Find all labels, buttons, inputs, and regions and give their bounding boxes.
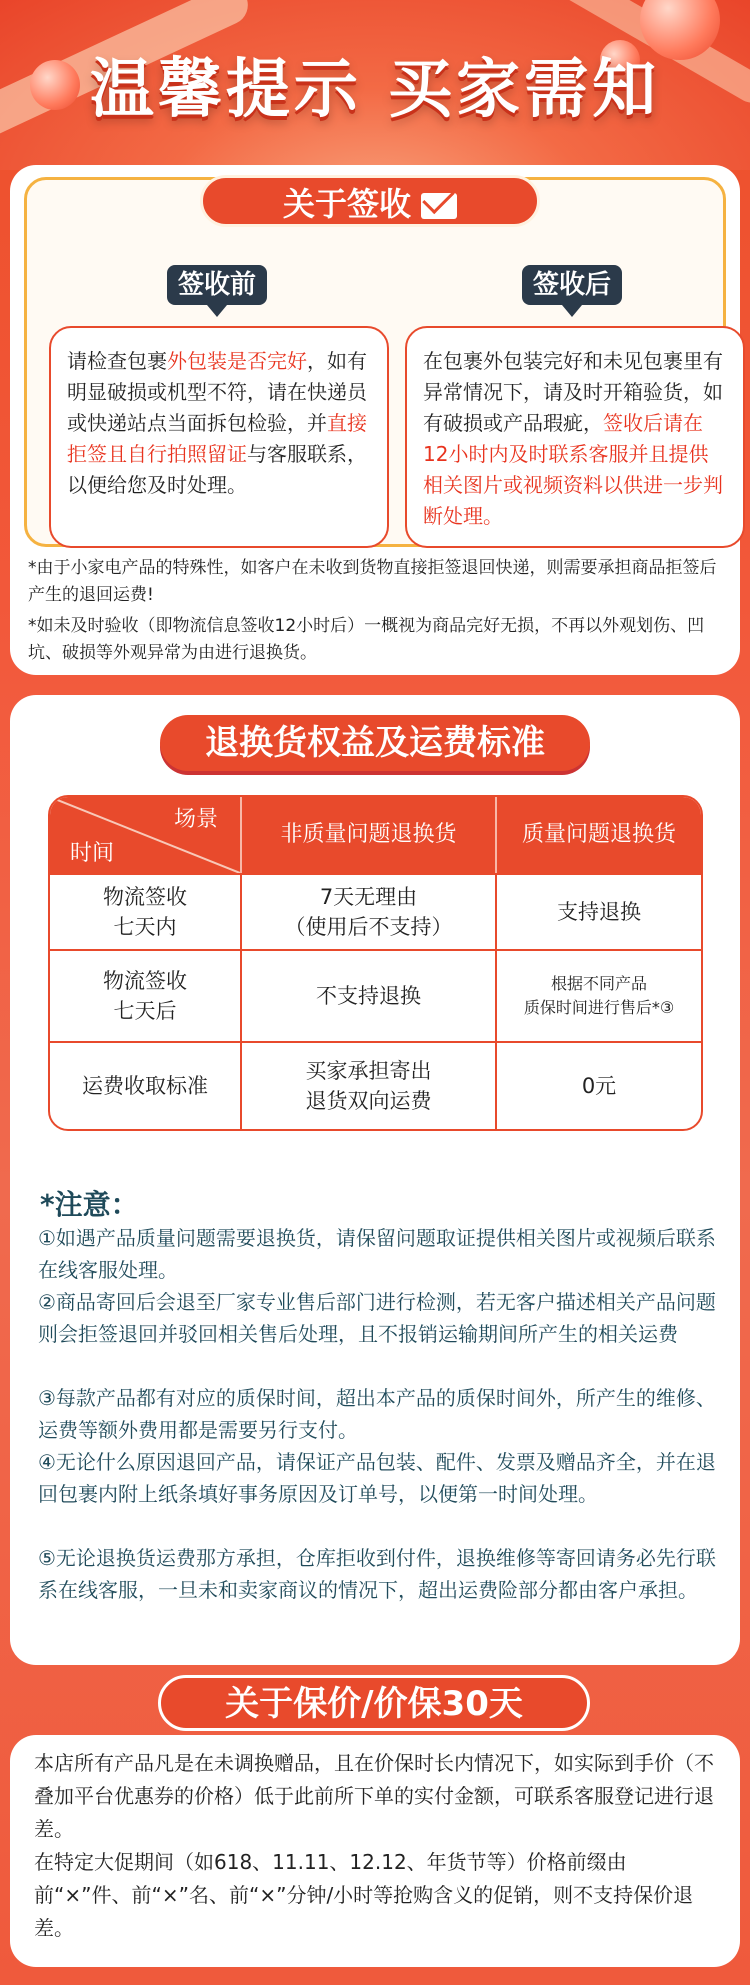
row-non-quality: 不支持退换	[240, 951, 495, 1041]
head-non-quality: 非质量问题退换货	[240, 797, 495, 873]
table-corner-cell	[50, 797, 240, 873]
head-quality: 质量问题退换货	[495, 797, 701, 873]
table-row	[50, 873, 701, 949]
notice-item: ④无论什么原因退回产品，请保证产品包装、配件、发票及赠品齐全，并在退回包裹内附上纸条填好事务原因及订单号，以便第一时间处理。	[38, 1450, 716, 1506]
row-quality: 根据不同产品 质保时间进行售后*③	[495, 951, 701, 1041]
before-text: 与客服联系，以便给您及时处理。	[67, 442, 367, 497]
before-highlight: 外包装是否完好	[167, 349, 307, 373]
banner	[0, 0, 750, 170]
price-section	[10, 1735, 740, 1967]
after-sign-tag: 签收后	[522, 265, 622, 305]
notice-title: *注意：	[40, 1188, 139, 1221]
after-highlight: 签收后请在12小时内及时联系客服并且提供相关图片或视频资料以供进一步判断处理。	[423, 411, 723, 528]
row-non-quality: 买家承担寄出 退货双向运费	[240, 1043, 495, 1129]
head-time: 时间	[70, 841, 115, 866]
notice-item: ⑤无论退换货运费那方承担，仓库拒收到付件，退换维修等寄回请务必先行联系在线客服，一旦未和卖家商议的情况下，超出运费险部分都由客户承担。	[38, 1546, 716, 1602]
notice-item: ③每款产品都有对应的质保时间，超出本产品的质保时间外，所产生的维修、运费等额外费用都是需要另行支付。	[38, 1386, 716, 1442]
after-text: 在包裹外包装完好和未见包裹里有异常情况下，请及时开箱验货，如有破损或产品瑕疵，	[423, 349, 723, 435]
sign-section	[10, 165, 740, 675]
row-quality: 支持退换	[495, 875, 701, 949]
envelope-icon	[421, 193, 457, 219]
sign-note-1: *由于小家电产品的特殊性，如客户在未收到货物直接拒签退回快递，则需要承担商品拒签后产生的退回运费!	[28, 558, 717, 605]
row-quality: 0元	[495, 1043, 701, 1129]
rights-table	[48, 795, 703, 1131]
notice-item: ①如遇产品质量问题需要退换货，请保留问题取证提供相关图片或视频后联系在线客服处理。	[38, 1226, 716, 1282]
rights-section	[10, 695, 740, 1665]
row-time: 运费收取标准	[82, 1074, 208, 1098]
sign-title-text: 关于签收	[282, 185, 411, 223]
notice-item: ②商品寄回后会退至厂家专业售后部门进行检测，若无客户描述相关产品问题则会拒签退回并驳回相关售后处理，且不报销运输期间所产生的相关运费	[38, 1290, 716, 1346]
rights-title: 退换货权益及运费标准	[160, 715, 590, 771]
sign-note-2: *如未及时验收（即物流信息签收12小时后）一概视为商品完好无损，不再以外观划伤、凹坑、破损等外观异常为由进行退换货。	[28, 616, 705, 663]
table-header-row	[50, 797, 701, 873]
before-sign-box	[49, 326, 389, 548]
before-sign-tag: 签收前	[167, 265, 267, 305]
after-sign-box	[405, 326, 745, 548]
before-text: ，如有明显破损或机型不符，请在快递员或快递站点当面拆包检验，并	[67, 349, 367, 435]
before-highlight: 直接拒签且自行拍照留证	[67, 411, 367, 466]
page-headline: 温馨提示 买家需知	[89, 53, 661, 127]
sign-title	[200, 175, 540, 227]
row-time: 物流签收 七天内	[103, 885, 187, 939]
head-scene: 场景	[173, 807, 218, 832]
before-text: 请检查包裹	[67, 349, 167, 373]
price-paragraph: 本店所有产品凡是在未调换赠品，且在价保时长内情况下，如实际到手价（不叠加平台优惠券的价格）低于此前所下单的实付金额，可联系客服登记进行退差。	[34, 1751, 714, 1841]
price-paragraph: 在特定大促期间（如618、11.11、12.12、年货节等）价格前缀由前“×”件、前“×”名、前“×”分钟/小时等抢购含义的促销，则不支持保价退差。	[34, 1850, 694, 1940]
table-row	[50, 1041, 701, 1129]
row-non-quality: 7天无理由 （使用后不支持）	[240, 875, 495, 949]
table-row	[50, 949, 701, 1041]
row-time: 物流签收 七天后	[103, 969, 187, 1023]
sign-frame	[24, 177, 726, 547]
price-text	[34, 1747, 724, 1945]
price-title: 关于保价/价保30天	[158, 1675, 590, 1731]
